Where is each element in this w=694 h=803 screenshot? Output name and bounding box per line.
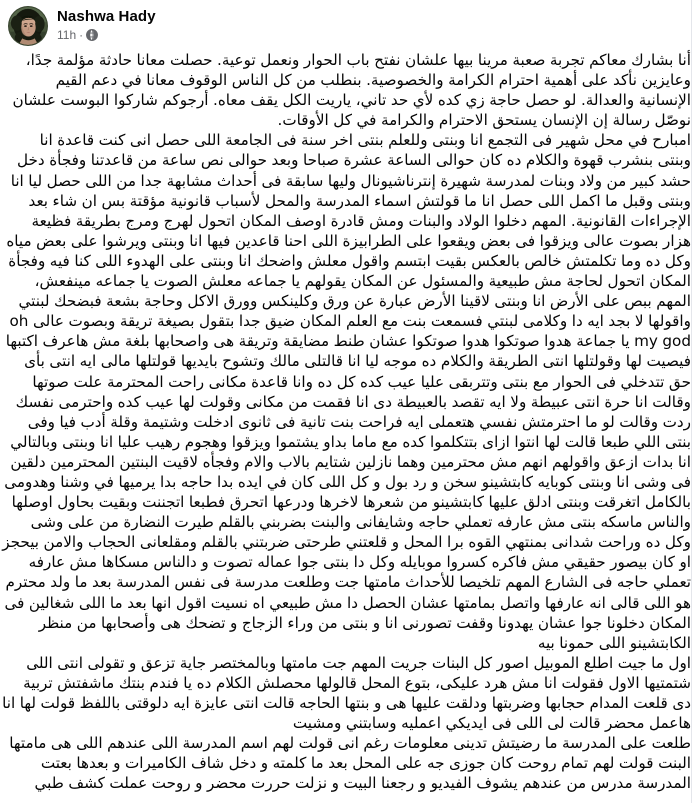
author-name[interactable]: Nashwa Hady xyxy=(57,8,156,25)
avatar[interactable] xyxy=(8,6,48,46)
scrollbar-track[interactable] xyxy=(691,0,692,803)
post-paragraph: امبارح في محل شهير فى التجمع انا وبنتى وللعلم بنتى اخر سنة فى الجامعة اللى حصل انى كنت قاعدة انا وبنتى بنشرب قهوة والكلام ده كان حوالى الساعة عشرة صباحا وبعد حوالى نص ساعة من قاعدتنا وفجأة دخل حشد كبير من ولاد وبنات لمدرسة شهيرة إنترناشيونال وليها سابقة فى أحداث مشابهة جدا من اللى حصل ليا انا وبنتى وقبل ما اكمل اللى حصل انا ما قولتش اسماء المدرسة والمحل لأسباب قانونية مؤقتة بس ان شاء بعد الإجراءات القانونية. المهم دخلوا الولاد والبنات ومش قادرة اوصف المكان اتحول لهرج ومرج بطريقة فظيعة هزار بصوت عالى ويزقوا فى بعض ويقعوا على الطرابيزة اللى احنا قاعدين فيها انا وبنتى ويرشوا على بعض مياه وكل ده وما تكلمتش خالص بالعكس بقيت ابتسم واقول معلش واضحك انا وبنتى على الهدوء اللى كنا فيه وفجأة المكان اتحول لحاجة مش طبيعية والمسئول عن المكان يقولهم يا جماعه معلش الصوت يا جماعه مينفعش، المهم ببص على الأرض انا وبنتى لاقينا الأرض عبارة عن ورق وكلينكس وورق الاكل وحاجة بشعة فبضحك لبنتي واقولها لا بجد ايه دا وكلامى لبنتي فسمعت بنت مع العلم المكان ضيق جدا بتقول بصيغة تريقة وبصوت عالى oh my god يا جماعة هدوا صوتكوا هدوا صوتكوا عشان طنط مضايقة وتريقة هى واصحابها بلغة مش هاعرف اكتبها فيصيت لها وقولتلها انتى الطريقة والكلام ده موجه ليا انا قالتلى مالك وتشوح بايديها قولتلها مالى ايه انتى بأى حق تتدخلي فى الحوار مع بنتى وتتربقى عليا عيب كده كل ده وانا قاعدة مكانى راحت المحترمة علت صوتها وقالت انا حرة انتى عبيطة ولا ايه تقصد بالعبيطة دى انا فقمت من مكانى وقولت لها عيب كده واحترمى نفسك ردت وقالت لو ما احترمتش نفسي هتعملى ايه فراحت بنت تانية فى ثانوى ادخلت وشتيمة وقلة أدب فيا وفى بنتى اللي طبعا قالت لها انتوا ازاى بتتكلموا كده مع ماما بداو يشتموا ويزقوا وهجوم رهيب عليا انا وبنتى وبالتالي انا بدات ازعق واقولهم انهم مش محترمين وهما نازلين شتايم بالاب والام وفجأه لاقيت البنتين المحترمين دلقين فى وشى انا وبنتى كوبايه كابتشينو سخن و رد بول و كل اللى كان في ايده بدا حاجه بدا يرميها في وشنا وهدومى بالكامل اتغرقت وبنتى ادلق عليها كابتشينو من شعرها لاخرها ودرعها اتحرق فطبعا اتجننت وبقيت بحاول اوصلها والناس ماسكه بنتى مش عارفه تعملي حاجه وشايفانى والبنت بضربني بالقلم طيرت النضارة من على وشى وكل ده وراحت شدانى بمنتهي القوه برا المحل و قلعتني طرحتى ضربتني بالقلم ومقلعانى الحجاب والامن بيحجز او كان بيصور حقيقي مش فاكره كسروا موبايله وكل دا بنتى جوا عماله تصوت و دالناس مسكاها مش عارفه تعملي حاجه فى الشارع المهم تلخيصا للأحداث مامتها جت وطلعت مدرسة فى نفس المدرسة بعد ما ولد محترم هو اللى قالى انه عارفها واتصل بمامتها عشان الحصل دا مش طبيعي اه نسيت اقول انها بعد ما اللى شغالين فى المكان دخلونا جوا عشان يهدونا وقفت تصورنى انا و بنتى من وراء الزجاج و تضحك هى وأصحابها من منظر الكابتشينو اللى حمونا بيه xyxy=(2,131,691,652)
post-message-body xyxy=(0,50,694,793)
globe-icon[interactable] xyxy=(86,29,98,41)
post-paragraph: طلعت على المدرسة ما رضيتش تدينى معلومات رغم انى قولت لهم اسم المدرسة اللى عندهم اللى هى مامتها البنت قولت لهم تمام روحت كان جوزى جه على المحل بعد ما كلمته و دخل شاف الكاميرات و بعدها بعتت المدرسة مدرس من عندهم يشوف الفيديو و رجعنا البيت و نزلت حررت محضر و روحت عملت كشف طبي xyxy=(9,734,691,793)
post-timestamp[interactable]: 11h xyxy=(57,28,77,42)
post-meta xyxy=(57,27,156,43)
post-header-text xyxy=(57,6,156,43)
post-header xyxy=(0,0,694,46)
post-paragraph: أنا بشارك معاكم تجربة صعبة مرينا بيها علشان نفتح باب الحوار ونعمل توعية. حصلت معانا حادثة مؤلمة جدًا، وعايزين نأكد على أهمية احترام الكرامة والخصوصية. بنطلب من كل الناس الوقوف معانا في دعم القيم الإنسانية والعدالة. لو حصل حاجة زي كده لأي حد تاني، ياريت الكل يقف معاه. أرجوكم شاركوا البوست علشان نوصّل رسالة إن الإنسان يستحق الاحترام والكرامة في كل الأوقات. xyxy=(12,51,691,130)
post-paragraph: اول ما جيت اطلع الموبيل اصور كل البنات جريت المهم جت مامتها وبالمختصر جاية تزعق و تقولى انتى اللى شتمتيها الاول فقولت انا مش هرد عليكى، بتوع المحل قالولها محصلش الكلام ده يا فندم بنتك ماشفتش تربية دى قلعت المدام حجابها وضربتها ودلقت عليها هى و بنتها الحاجه قالت انتى عايزة ايه دلوقتى باللفظ قولت لها انا هاعمل محضر قالت لى اللى فى ايديكي اعمليه وسابتني ومشيت xyxy=(2,653,691,733)
meta-separator: · xyxy=(79,28,84,42)
